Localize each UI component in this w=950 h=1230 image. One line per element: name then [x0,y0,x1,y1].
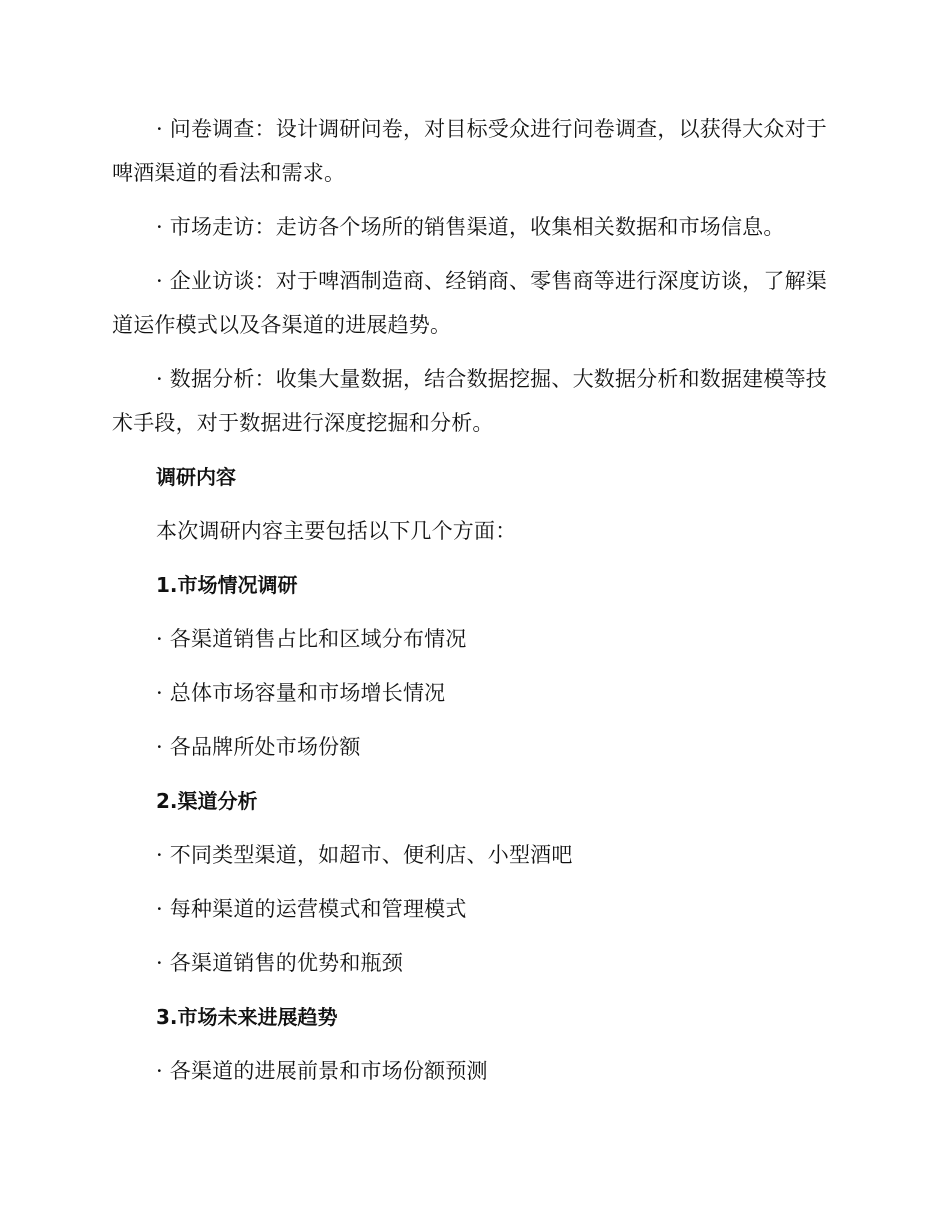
list-item: · 各渠道销售的优势和瓶颈 [156,951,403,975]
method-text: 收集大量数据，结合数据挖掘、大数据分析和数据建模等技术手段，对于数据进行深度挖掘和分析。 [112,367,827,435]
list-item: · 各渠道的进展前景和市场份额预测 [156,1059,488,1083]
method-questionnaire [112,107,827,195]
section-heading: 调研内容 [156,465,236,489]
intro-paragraph: 本次调研内容主要包括以下几个方面： [156,519,517,543]
method-lead: · 市场走访： [156,215,276,239]
method-enterprise-interview [112,259,827,347]
list-item: · 每种渠道的运营模式和管理模式 [156,897,467,921]
method-text: 设计调研问卷，对目标受众进行问卷调查，以获得大众对于啤酒渠道的看法和需求。 [112,117,827,185]
document-page [112,107,827,1103]
method-lead: · 企业访谈： [156,269,276,293]
list-item: · 各渠道销售占比和区域分布情况 [156,627,467,651]
list-item: · 各品牌所处市场份额 [156,735,361,759]
method-data-analysis [112,357,827,445]
subsection-heading-3: 3.市场未来进展趋势 [156,1005,338,1029]
list-item: · 总体市场容量和市场增长情况 [156,681,446,705]
method-text: 对于啤酒制造商、经销商、零售商等进行深度访谈，了解渠道运作模式以及各渠道的进展趋势。 [112,269,827,337]
method-lead: · 数据分析： [156,367,276,391]
method-lead: · 问卷调查： [156,117,276,141]
subsection-heading-2: 2.渠道分析 [156,789,258,813]
subsection-heading-1: 1.市场情况调研 [156,573,298,597]
method-market-visit [112,205,827,249]
list-item: · 不同类型渠道，如超市、便利店、小型酒吧 [156,843,573,867]
method-text: 走访各个场所的销售渠道，收集相关数据和市场信息。 [275,215,785,239]
